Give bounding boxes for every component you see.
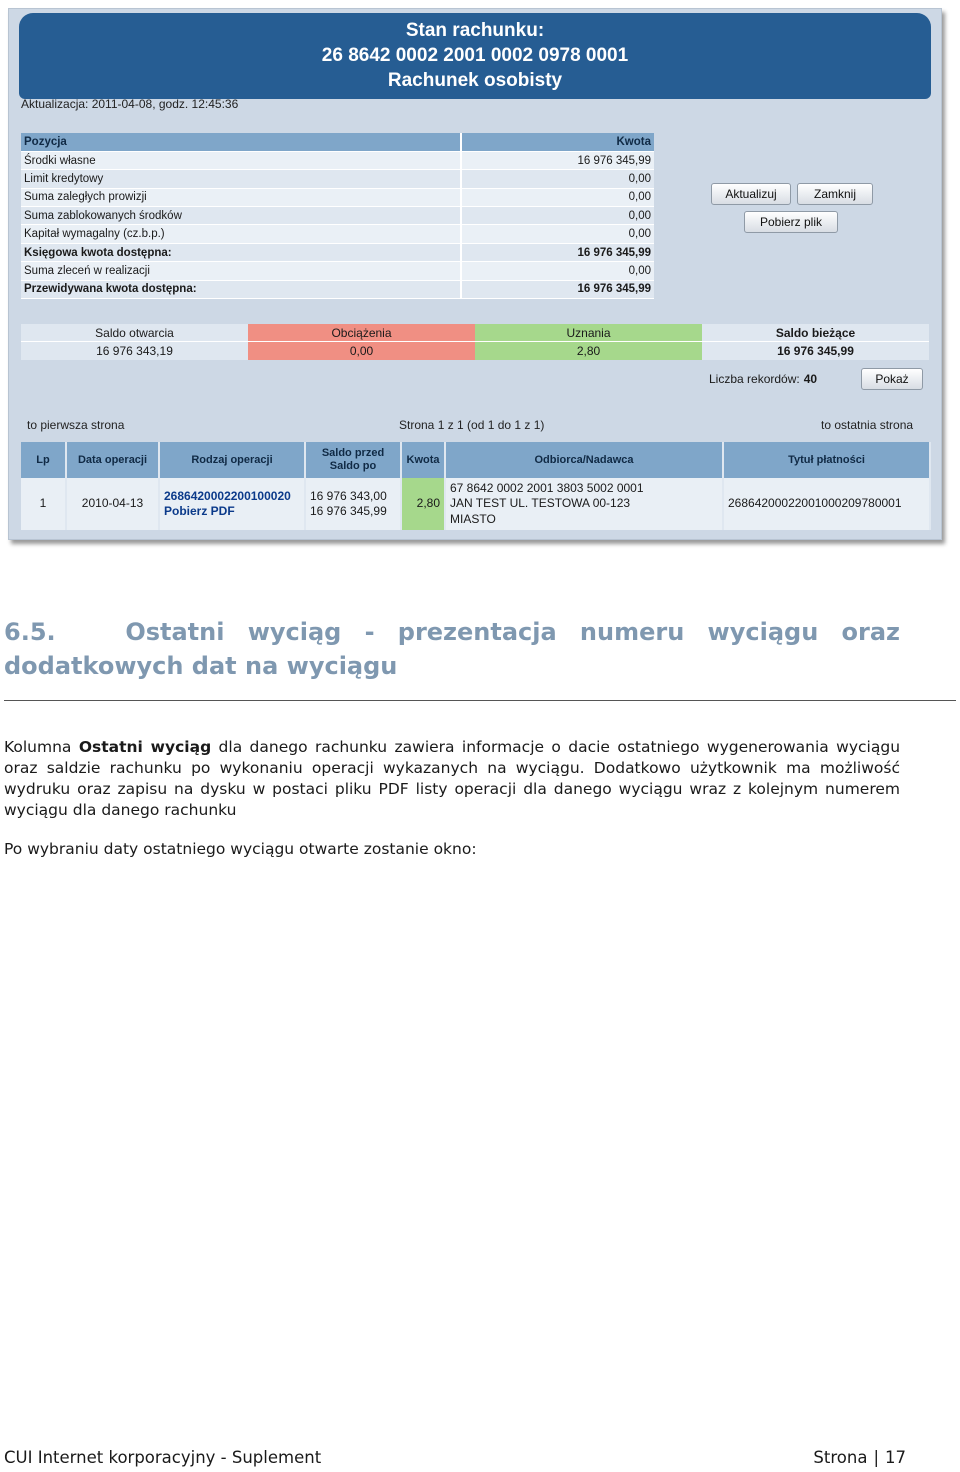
table-row: [21, 170, 654, 188]
op-title: 26864200022001000209780001: [723, 478, 930, 530]
position-value: 0,00: [461, 170, 654, 188]
positions-header: [21, 133, 654, 151]
col-saldo: [305, 442, 401, 478]
current-balance-label: Saldo bieżące: [702, 324, 929, 342]
position-label: Przewidywana kwota dostępna:: [21, 280, 461, 298]
op-party-account: 67 8642 0002 2001 3803 5002 0001: [450, 480, 644, 495]
op-date: 2010-04-13: [66, 478, 159, 530]
table-row: [21, 207, 654, 225]
position-value: 0,00: [461, 262, 654, 280]
col-type: Rodzaj operacji: [159, 442, 305, 478]
opening-balance: [21, 324, 248, 362]
account-banner: [19, 13, 931, 99]
col-title: Tytuł płatności: [723, 442, 930, 478]
table-row: [21, 243, 654, 261]
footer-title: CUI Internet korporacyjny - Suplement: [4, 1448, 322, 1467]
debits: [248, 324, 475, 362]
footer-page-number: 17: [885, 1448, 906, 1467]
table-row: [21, 225, 654, 243]
op-type: [159, 478, 305, 530]
heading-divider: [4, 700, 956, 701]
credits-value: 2,80: [475, 342, 702, 360]
table-row: [21, 280, 654, 298]
records-label: Liczba rekordów:: [709, 372, 800, 386]
op-saldo: [305, 478, 401, 530]
p1-rest: dla danego rachunku zawiera informacje o dacie ostatniego wygenerowania wyciągu oraz saldzie rachunku po wykonaniu operacji wykazanych na wyciągu. Dodatkowo użytkownik ma możliwość wydruku oraz zapisu na dysku w postaci pliku PDF listy operacji dla danego wyciągu wraz z kolejnym numerem wyciągu dla danego rachunku: [4, 738, 901, 819]
op-party: [445, 478, 723, 530]
op-party-city: MIASTO: [450, 511, 496, 526]
show-button[interactable]: Pokaż: [861, 368, 923, 390]
table-row: [21, 478, 930, 530]
current-balance: [702, 324, 929, 362]
op-party-name: JAN TEST UL. TESTOWA 00-123: [450, 496, 631, 511]
current-balance-value: 16 976 345,99: [702, 342, 929, 360]
download-pdf-link[interactable]: Pobierz PDF: [164, 504, 235, 518]
p1-bold-term: Ostatni wyciąg: [78, 738, 212, 756]
op-lp: 1: [21, 478, 66, 530]
operations-header: [21, 442, 930, 478]
section-heading: 6.5. Ostatni wyciąg - prezentacja numeru wyciągu oraz dodatkowych dat na wyciągu: [4, 618, 909, 680]
position-value: 16 976 345,99: [461, 151, 654, 169]
position-value: 0,00: [461, 225, 654, 243]
account-type: Rachunek osobisty: [387, 70, 563, 91]
position-label: Suma zaległych prowizji: [21, 188, 461, 206]
footer-page: [813, 1448, 906, 1467]
position-label: Limit kredytowy: [21, 170, 461, 188]
account-title: Stan rachunku:: [405, 20, 545, 41]
update-timestamp: Aktualizacja: 2011-04-08, godz. 12:45:36: [21, 97, 239, 111]
close-button[interactable]: Zamknij: [797, 183, 873, 205]
position-value: 16 976 345,99: [461, 280, 654, 298]
credits-label: Uznania: [475, 324, 702, 342]
last-page-link[interactable]: to ostatnia strona: [821, 418, 914, 432]
opening-balance-label: Saldo otwarcia: [21, 324, 248, 342]
col-party: Odbiorca/Nadawca: [445, 442, 723, 478]
operations-table: [21, 442, 931, 530]
download-file-button[interactable]: Pobierz plik: [744, 211, 838, 233]
op-amount: 2,80: [401, 478, 445, 530]
op-type-id-link[interactable]: 2686420002200100020: [164, 488, 291, 503]
col-saldo-before: Saldo przed: [321, 447, 385, 459]
positions-header-label: Pozycja: [21, 133, 461, 151]
opening-balance-value: 16 976 343,19: [21, 342, 248, 360]
position-label: Księgowa kwota dostępna:: [21, 243, 461, 261]
footer-page-label: Strona: [813, 1448, 868, 1467]
credits: [475, 324, 702, 362]
first-page-link[interactable]: to pierwsza strona: [27, 418, 125, 432]
table-row: [21, 188, 654, 206]
records-count: [709, 372, 817, 386]
positions-header-value: Kwota: [461, 133, 654, 151]
records-value: 40: [803, 372, 818, 386]
position-label: Środki własne: [21, 151, 461, 169]
col-date: Data operacji: [66, 442, 159, 478]
paragraph-description: [4, 737, 900, 821]
debits-label: Obciążenia: [248, 324, 475, 342]
col-saldo-after: Saldo po: [329, 460, 377, 472]
position-value: 16 976 345,99: [461, 243, 654, 261]
col-amount: Kwota: [401, 442, 445, 478]
p1-start: Kolumna: [4, 738, 79, 756]
footer-separator: |: [873, 1448, 879, 1467]
positions-table: [21, 133, 654, 299]
page-info: Strona 1 z 1 (od 1 do 1 z 1): [399, 418, 545, 432]
position-value: 0,00: [461, 188, 654, 206]
col-lp: Lp: [21, 442, 66, 478]
account-status-screenshot: [8, 8, 942, 540]
saldo-summary: [21, 324, 929, 362]
refresh-button[interactable]: Aktualizuj: [711, 183, 791, 205]
op-saldo-after: 16 976 345,99: [310, 504, 387, 518]
paragraph-window-intro: Po wybraniu daty ostatniego wyciągu otwarte zostanie okno:: [4, 840, 477, 858]
position-label: Suma zleceń w realizacji: [21, 262, 461, 280]
op-saldo-before: 16 976 343,00: [310, 488, 387, 503]
position-value: 0,00: [461, 207, 654, 225]
position-label: Kapitał wymagalny (cz.b.p.): [21, 225, 461, 243]
position-label: Suma zablokowanych środków: [21, 207, 461, 225]
debits-value: 0,00: [248, 342, 475, 360]
table-row: [21, 151, 654, 169]
account-number: 26 8642 0002 2001 0002 0978 0001: [321, 45, 629, 66]
table-row: [21, 262, 654, 280]
